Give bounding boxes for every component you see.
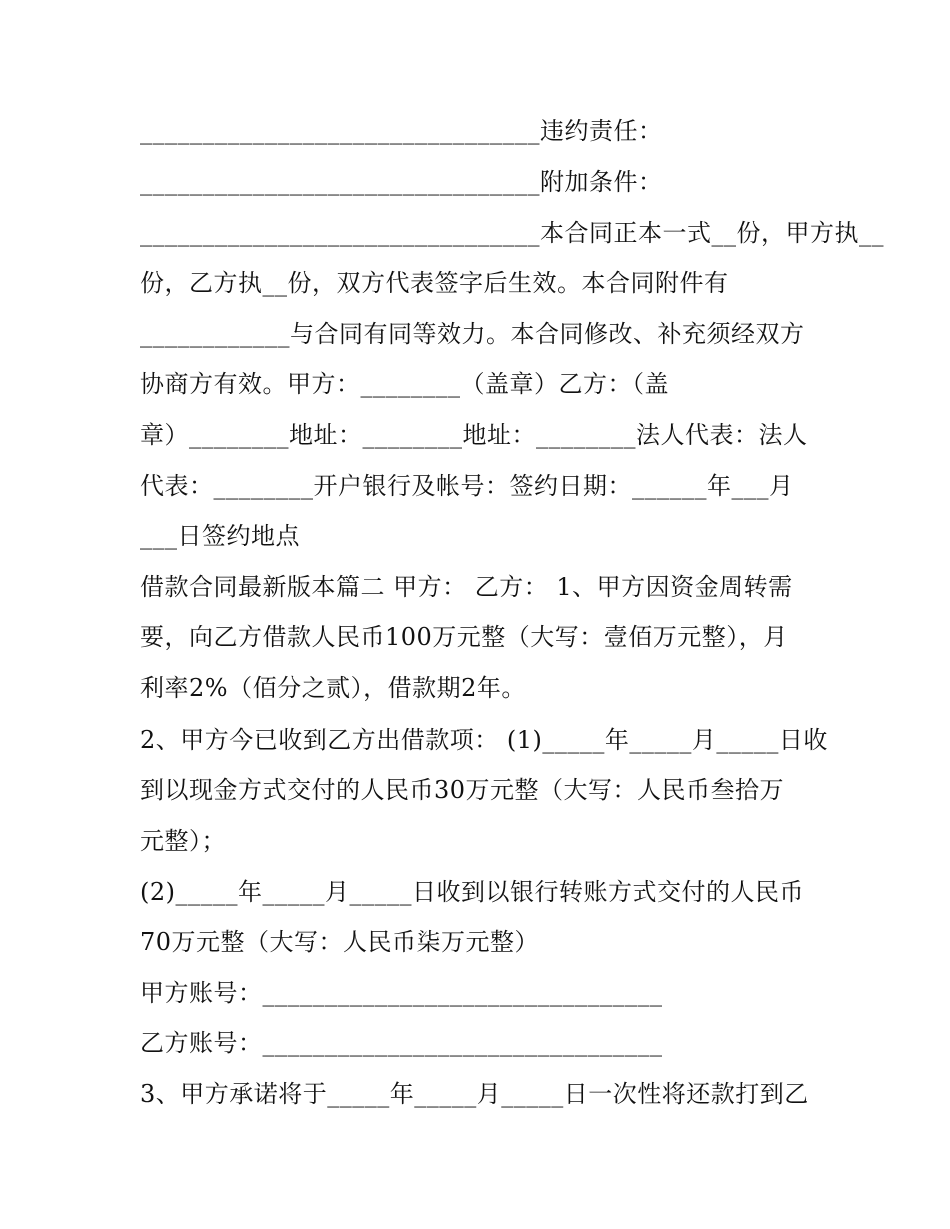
text-line: 3、甲方承诺将于_____年_____月_____日一次性将还款打到乙	[140, 1080, 809, 1108]
party-a-account-line: 甲方账号：________________________________	[140, 979, 663, 1007]
text-line: 2、甲方今已收到乙方出借款项： (1)_____年_____月_____日收	[140, 726, 828, 754]
text-line: ___日签约地点	[140, 522, 300, 550]
text-line: 元整）；	[140, 827, 226, 855]
text-line: 章）________地址：________地址：________法人代表：法人	[140, 421, 808, 449]
party-b-account-line: 乙方账号：________________________________	[140, 1029, 663, 1057]
text-line: 70万元整（大写：人民币柒万元整）	[140, 928, 540, 956]
text-line: ________________________________本合同正本一式__份，甲方执__	[140, 219, 884, 247]
section-heading-line: 借款合同最新版本篇二 甲方： 乙方： 1、甲方因资金周转需	[140, 573, 793, 601]
text-line: 到以现金方式交付的人民币30万元整（大写：人民币叁拾万	[140, 776, 785, 804]
text-line: (2)_____年_____月_____日收到以银行转账方式交付的人民币	[140, 878, 804, 906]
text-line: ________________________________违约责任：	[140, 117, 663, 145]
text-line: 协商方有效。甲方：________（盖章）乙方：（盖	[140, 370, 669, 398]
text-line: ________________________________附加条件：	[140, 168, 663, 196]
text-line: ____________与合同有同等效力。本合同修改、补充须经双方	[140, 320, 805, 348]
text-line: 利率2%（佰分之贰），借款期2年。	[140, 674, 526, 702]
text-line: 代表：________开户银行及帐号：签约日期：______年___月	[140, 472, 794, 500]
text-line: 要，向乙方借款人民币100万元整（大写：壹佰万元整），月	[140, 623, 788, 651]
text-line: 份，乙方执__份，双方代表签字后生效。本合同附件有	[140, 269, 729, 297]
